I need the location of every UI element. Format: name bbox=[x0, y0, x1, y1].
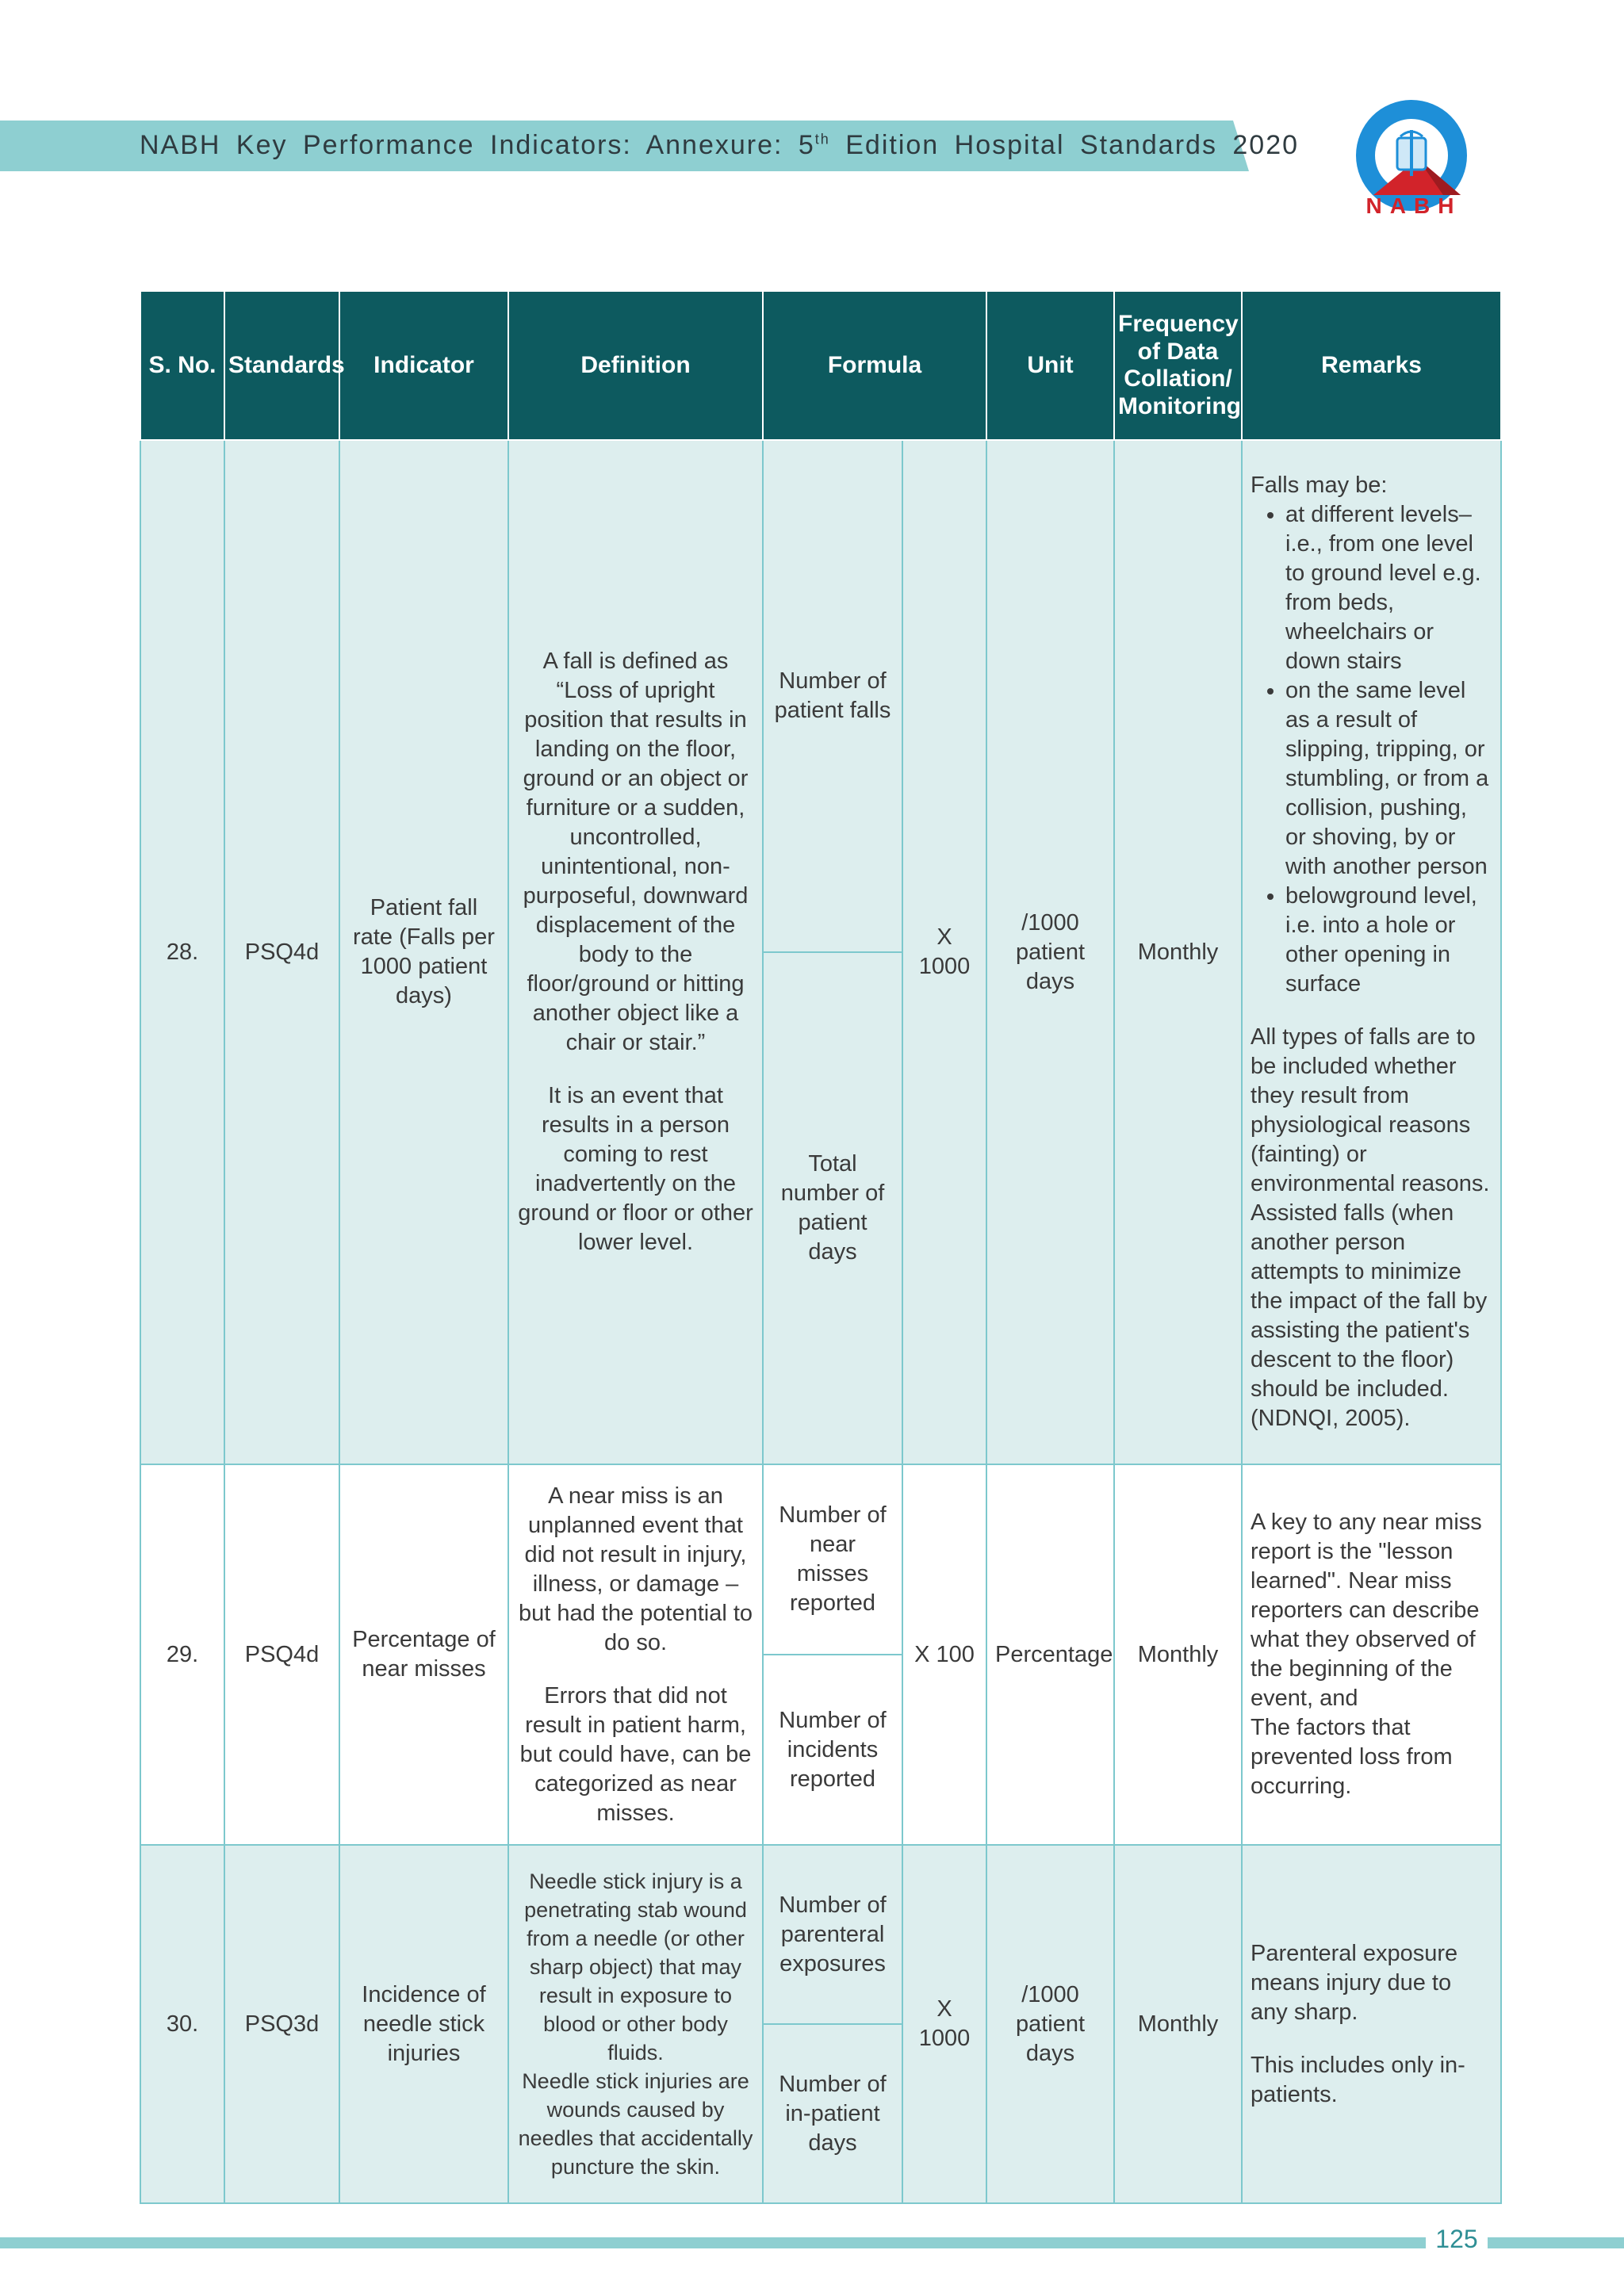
cell-definition bbox=[508, 1845, 763, 2203]
cell-numerator: Number of near misses reported bbox=[763, 1464, 902, 1655]
cell-frequency: Monthly bbox=[1114, 1464, 1242, 1845]
col-header-standards: Standards bbox=[224, 291, 339, 440]
cell-indicator: Patient fall rate (Falls per 1000 patient days) bbox=[339, 440, 508, 1464]
table-header-row bbox=[140, 291, 1501, 440]
cell-numerator: Number of patient falls bbox=[763, 440, 902, 952]
definition-text: A near miss is an unplanned event that did not result in injury, illness, or damage – but had the potential to do so. bbox=[518, 1483, 753, 1655]
definition-text: Needle stick injury is a penetrating stab wound from a needle (or other sharp object) that may result in exposure to blood or other body fluids. bbox=[524, 1869, 747, 2064]
definition-text: A fall is defined as “Loss of upright position that results in landing on the floor, ground or an object or furniture or a sudden, uncontrolled, unintentional, non-purposeful, downward displacement of the body to the floor/ground or hitting another object like a chair or stair.” bbox=[523, 649, 749, 1055]
remarks-text: A key to any near miss report is the "lesson learned". Near miss reporters can describe what they observed of the beginning of the event, and bbox=[1251, 1510, 1482, 1711]
cell-definition bbox=[508, 440, 763, 1464]
remarks-bullet-list bbox=[1251, 500, 1492, 999]
remarks-text: This includes only in-patients. bbox=[1251, 2052, 1465, 2107]
cell-numerator: Number of parenteral exposures bbox=[763, 1845, 902, 2024]
cell-multiplier: X 1000 bbox=[902, 440, 986, 1464]
list-item: • on the same level as a result of slipping, tripping, or stumbling, or from a collision, pushing, or shoving, by or with another person bbox=[1285, 676, 1492, 882]
list-item: • at different levels– i.e., from one level to ground level e.g. from beds, wheelchairs or down stairs bbox=[1285, 500, 1492, 676]
cell-frequency: Monthly bbox=[1114, 1845, 1242, 2203]
definition-text: Needle stick injuries are wounds caused by needles that accidentally puncture the skin. bbox=[518, 2069, 753, 2179]
cell-multiplier: X 1000 bbox=[902, 1845, 986, 2203]
list-item: • belowground level, i.e. into a hole or other opening in surface bbox=[1285, 882, 1492, 999]
cell-indicator: Incidence of needle stick injuries bbox=[339, 1845, 508, 2203]
col-header-unit: Unit bbox=[986, 291, 1114, 440]
cell-standard: PSQ3d bbox=[224, 1845, 339, 2203]
cell-remarks bbox=[1242, 1845, 1501, 2203]
definition-text: Errors that did not result in patient harm, but could have, can be categorized as near misses. bbox=[519, 1682, 752, 1826]
footer-rule-left bbox=[0, 2237, 1426, 2248]
table-row bbox=[140, 1845, 1501, 2024]
page-number: 125 bbox=[1435, 2225, 1478, 2253]
remarks-text: The factors that prevented loss from occurring. bbox=[1251, 1715, 1453, 1799]
col-header-definition: Definition bbox=[508, 291, 763, 440]
col-header-sno: S. No. bbox=[140, 291, 224, 440]
cell-denominator: Number of in-patient days bbox=[763, 2024, 902, 2203]
cell-sno: 29. bbox=[140, 1464, 224, 1845]
cell-standard: PSQ4d bbox=[224, 1464, 339, 1845]
cell-denominator: Total number of patient days bbox=[763, 952, 902, 1464]
header-title-prefix: NABH Key Performance Indicators: Annexure: 5 bbox=[140, 130, 815, 160]
cell-sno: 28. bbox=[140, 440, 224, 1464]
cell-unit: Percentage bbox=[986, 1464, 1114, 1845]
remarks-intro: Falls may be: bbox=[1251, 473, 1388, 498]
table-row bbox=[140, 440, 1501, 952]
kpi-table bbox=[140, 290, 1502, 2204]
cell-unit: /1000 patient days bbox=[986, 1845, 1114, 2203]
logo-text: NABH bbox=[1365, 193, 1462, 218]
cell-sno: 30. bbox=[140, 1845, 224, 2203]
cell-standard: PSQ4d bbox=[224, 440, 339, 1464]
cell-remarks bbox=[1242, 1464, 1501, 1845]
cell-definition bbox=[508, 1464, 763, 1845]
table-row bbox=[140, 1464, 1501, 1655]
col-header-remarks: Remarks bbox=[1242, 291, 1501, 440]
definition-text: It is an event that results in a person coming to rest inadvertently on the ground or floor or other lower level. bbox=[518, 1083, 753, 1255]
col-header-formula: Formula bbox=[763, 291, 986, 440]
page-header-title bbox=[140, 130, 1299, 161]
cell-frequency: Monthly bbox=[1114, 440, 1242, 1464]
cell-indicator: Percentage of near misses bbox=[339, 1464, 508, 1845]
header-title-superscript: th bbox=[814, 131, 830, 147]
cell-multiplier: X 100 bbox=[902, 1464, 986, 1845]
remarks-text: Parenteral exposure means injury due to any sharp. bbox=[1251, 1940, 1458, 2025]
remarks-text: All types of falls are to be included whether they result from physiological reasons (fainting) or environmental reasons. Assisted falls (when another person attempts to minimize the impact of the fall by assisting the patient's descent to the floor) should be included. (NDNQI, 2005). bbox=[1251, 1024, 1490, 1431]
cell-unit: /1000 patient days bbox=[986, 440, 1114, 1464]
cell-denominator: Number of incidents reported bbox=[763, 1655, 902, 1845]
cell-remarks bbox=[1242, 440, 1501, 1464]
col-header-indicator: Indicator bbox=[339, 291, 508, 440]
header-title-suffix: Edition Hospital Standards 2020 bbox=[829, 130, 1300, 160]
col-header-frequency: Frequency of Data Collation/ Monitoring bbox=[1114, 291, 1242, 440]
footer-rule-right bbox=[1488, 2237, 1624, 2248]
